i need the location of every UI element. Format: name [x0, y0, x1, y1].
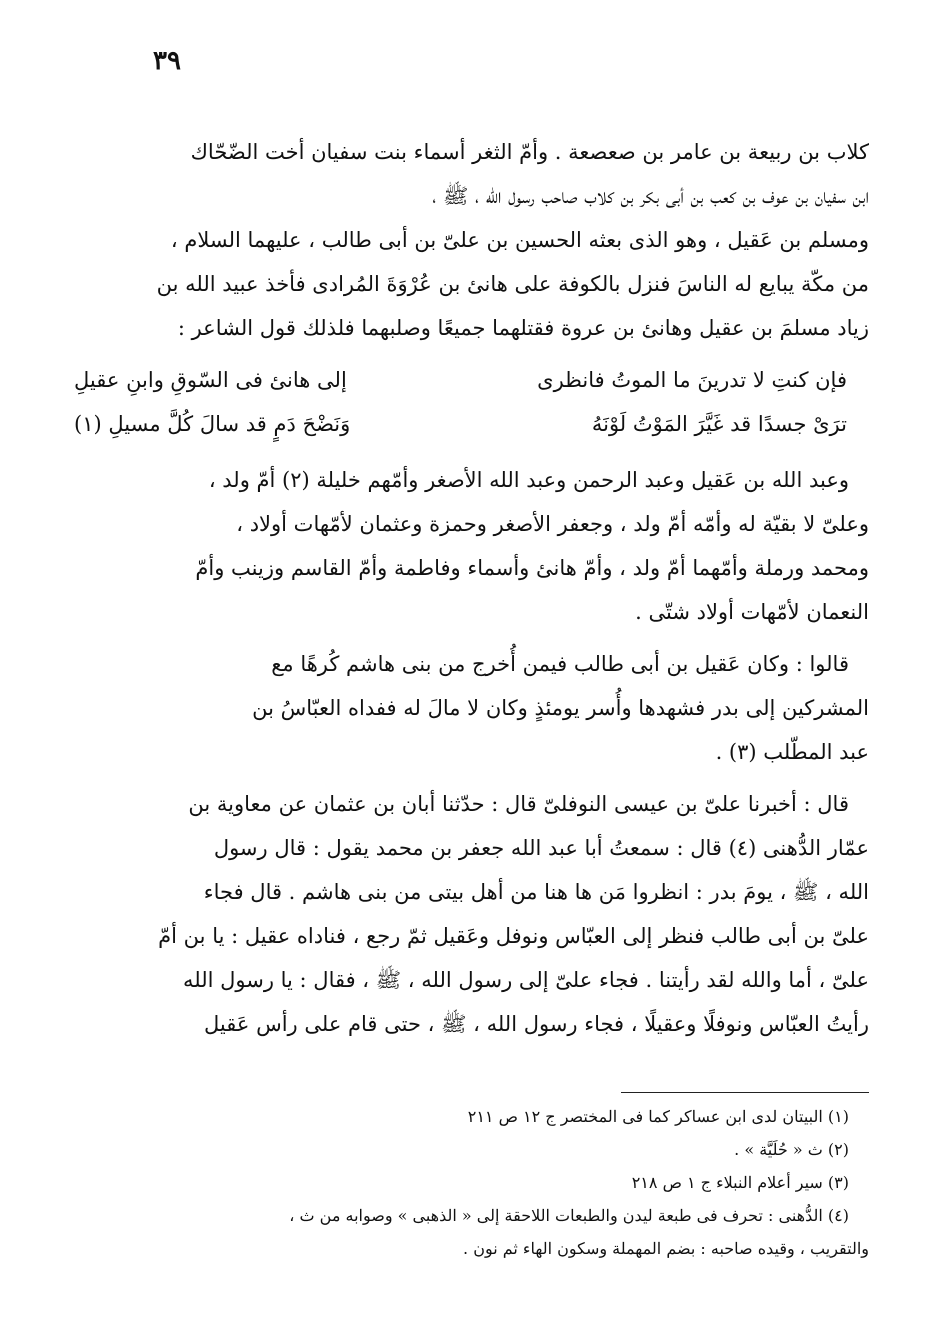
text-line: النعمان لأمّهات أولاد شتّى . — [635, 600, 869, 624]
text-line: من مكّة يبايع له الناسَ فنزل بالكوفة على هانئ بن عُرْوَةَ المُرادى فأخذ عبيد الله بن — [156, 272, 869, 296]
page-number: ٣٩ — [153, 46, 181, 76]
verse-second-hemistich: وَنَضْحَ دَمٍ قد سالَ كُلَّ مسيلِ (١) — [74, 412, 351, 436]
main-text — [74, 130, 869, 1054]
text-line: المشركين إلى بدر فشهدها وأُسر يومئذٍ وكان لا مالَ له ففداه العبّاسُ بن — [252, 696, 869, 720]
text-line: الله ، ﷺ ، يومَ بدر : انظروا مَن ها هنا من أهل بيتى من بنى هاشم . قال فجاء — [203, 880, 869, 904]
verse-first-hemistich: ترَىْ جسدًا قد غَيَّرَ المَوْتُ لَوْنَهُ — [591, 412, 847, 436]
poem-verse — [74, 402, 869, 446]
text-line: ابن سفيان بن عوف بن كعب بن أبى بكر بن كلاب صاحب رسول الله ، ﷺ ، — [432, 184, 869, 208]
verse-first-hemistich: فإن كنتِ لا تدرينَ ما الموتُ فانظرى — [537, 368, 847, 392]
text-line: قال : أخبرنا علىّ بن عيسى النوفلىّ قال : حدّثنا أبان بن عثمان عن معاوية بن — [188, 792, 849, 816]
text-line: وعلىّ لا بقيّة له وأمّه أمّ ولد ، وجعفر الأصغر وحمزة وعثمان لأمّهات أولاد ، — [236, 512, 869, 536]
footnote: (٤) الدُّهنى : تحرف فى طبعة ليدن والطبعات اللاحقة إلى « الذهبى » وصوابه من ث ، — [289, 1206, 849, 1225]
poem-verse — [74, 358, 869, 402]
text-line: ومسلم بن عَقيل ، وهو الذى بعثه الحسين بن علىّ بن أبى طالب ، عليهما السلام ، — [170, 228, 869, 252]
paragraph-3 — [74, 642, 869, 774]
verse-second-hemistich: إلى هانئ فى السّوقِ وابنِ عقيلِ — [74, 368, 347, 392]
paragraph-4 — [74, 782, 869, 1046]
text-line: عبد المطّلب (٣) . — [715, 740, 869, 764]
paragraph-1 — [74, 130, 869, 350]
text-line: ومحمد ورملة وأمّهما أمّ ولد ، وأمّ هانئ وأسماء وفاطمة وأمّ القاسم وزينب وأمّ — [195, 556, 869, 580]
poem — [74, 358, 869, 446]
text-line: عمّار الدُّهنى (٤) قال : سمعتُ أبا عبد الله جعفر بن محمد يقول : قال رسول — [213, 836, 869, 860]
footnote-separator — [621, 1092, 869, 1093]
text-line: قالوا : وكان عَقيل بن أبى طالب فيمن أُخرج من بنى هاشم كُرهًا مع — [271, 652, 849, 676]
text-line: رأيتُ العبّاس ونوفلًا وعقيلًا ، فجاء رسول الله ، ﷺ ، حتى قام على رأس عَقيل — [204, 1012, 869, 1036]
text-line: علىّ بن أبى طالب فنظر إلى العبّاس ونوفل وعَقيل ثمّ رجع ، فناداه عقيل : يا بن أمّ — [158, 924, 869, 948]
paragraph-2 — [74, 458, 869, 634]
footnotes — [74, 1100, 869, 1265]
text-line: وعبد الله بن عَقيل وعبد الرحمن وعبد الله الأصغر وأمّهم خليلة (٢) أمّ ولد ، — [208, 468, 849, 492]
footnote: (٣) سير أعلام النبلاء ج ١ ص ٢١٨ — [631, 1173, 849, 1192]
footnote: (٢) ث « حُلَيَّة » . — [734, 1140, 849, 1159]
footnote: (١) البيتان لدى ابن عساكر كما فى المختصر ج ١٢ ص ٢١١ — [467, 1107, 849, 1126]
text-line: زياد مسلمَ بن عقيل وهانئ بن عروة فقتلهما جميعًا وصلبهما فلذلك قول الشاعر : — [177, 316, 869, 340]
text-line: كلاب بن ربيعة بن عامر بن صعصعة . وأمّ الثغر أسماء بنت سفيان أخت الضّحّاك — [190, 140, 869, 164]
footnote-continuation: والتقريب ، وقيده صاحبه : بضم المهملة وسكون الهاء ثم نون . — [463, 1239, 869, 1258]
text-line: علىّ ، أما والله لقد رأيتنا . فجاء علىّ إلى رسول الله ، ﷺ ، فقال : يا رسول الله — [183, 968, 869, 992]
